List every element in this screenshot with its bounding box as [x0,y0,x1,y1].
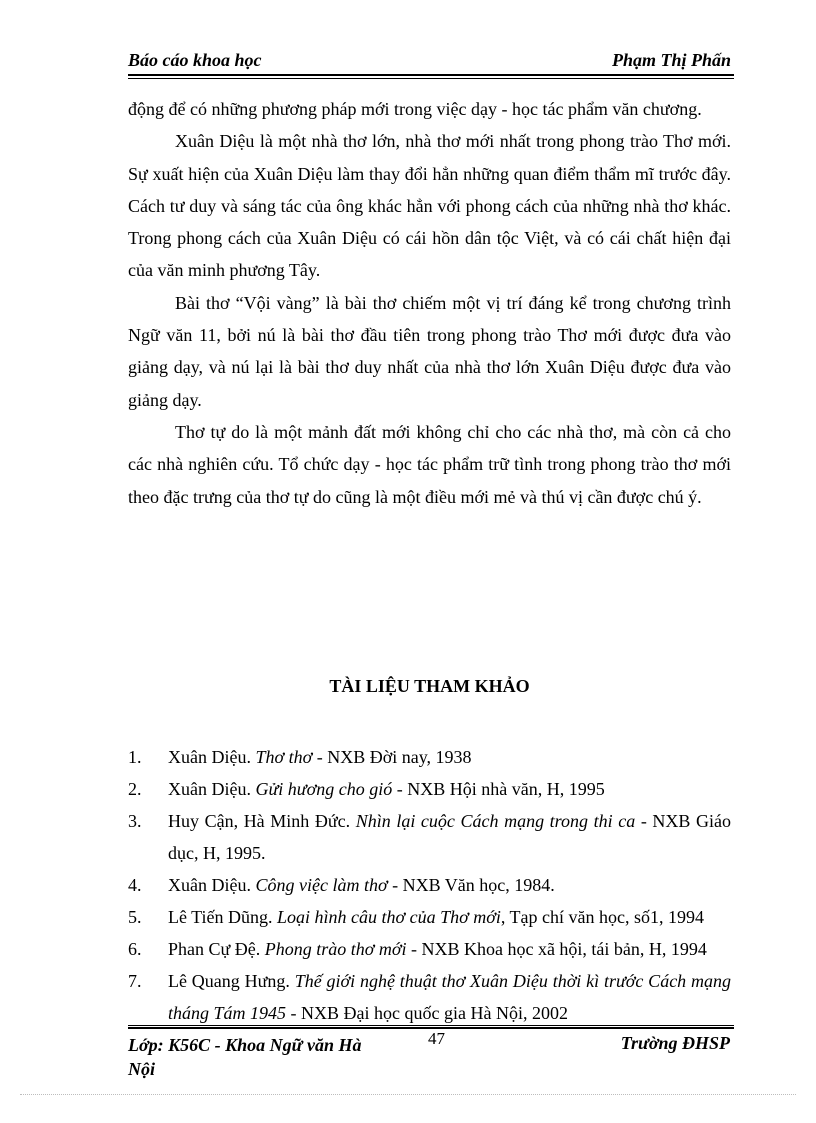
reference-item [128,901,731,933]
page-header [128,50,731,72]
reference-item [128,741,731,773]
footer-school-name: Trường ĐHSP [620,1033,730,1053]
reference-number: 6. [128,939,142,959]
reference-number: 4. [128,875,142,895]
header-author-name: Phạm Thị Phấn [611,50,731,70]
reference-author: Lê Quang Hưng. [168,971,295,991]
footer-rule-thin [128,1025,734,1026]
reference-title: Gửi hương cho gió [255,779,393,799]
reference-author: Xuân Diệu. [168,747,256,767]
reference-title: Thơ thơ [255,747,313,767]
reference-number: 1. [128,747,142,767]
reference-author: Xuân Diệu. [168,779,256,799]
header-rule [128,74,734,76]
reference-title: Nhìn lại cuộc Cách mạng trong thi ca [355,811,636,831]
paragraph: động để có những phương pháp mới trong việc dạy - học tác phẩm văn chương. [128,99,702,119]
body-text [128,93,731,513]
reference-publisher: , Tạp chí văn học, số1, 1994 [500,907,704,927]
reference-number: 5. [128,907,142,927]
reference-text [168,869,731,901]
reference-publisher: - NXB Đại học quốc gia Hà Nội, 2002 [286,1003,568,1023]
reference-author: Xuân Diệu. [168,875,256,895]
reference-item [128,869,731,901]
reference-text [168,805,731,869]
reference-item [128,933,731,965]
references-list [128,741,731,1029]
footer-class-info: Lớp: K56C - Khoa Ngữ văn Hà Nội [128,1035,362,1079]
reference-title: Công việc làm thơ [255,875,388,895]
page-edge-divider [20,1094,796,1095]
reference-number: 3. [128,811,142,831]
references-heading: TÀI LIỆU THAM KHẢO [329,676,530,696]
reference-title: Thế giới nghệ thuật thơ Xuân Diệu thời kì trước Cách mạng tháng Tám 1945 [168,971,732,1023]
reference-text [168,741,731,773]
reference-text [168,773,731,805]
reference-text [168,901,731,933]
reference-title: Phong trào thơ mới [264,939,407,959]
paragraph: Thơ tự do là một mảnh đất mới không chỉ cho các nhà thơ, mà còn cả cho các nhà nghiên cứu. Tổ chức dạy - học tác phẩm trữ tình trong phong trào thơ mới theo đặc trưng của thơ tự do cũng là một điều mới mẻ và thú vị cần được chú ý. [128,421,731,507]
reference-author: Phan Cự Đệ. [168,939,265,959]
reference-publisher: - NXB Khoa học xã hội, tái bản, H, 1994 [406,939,707,959]
reference-item [128,773,731,805]
reference-text [168,965,731,1029]
header-rule-thin [128,78,734,79]
page-number: 47 [428,1029,445,1048]
reference-title: Loại hình câu thơ của Thơ mới [277,907,501,927]
reference-author: Lê Tiến Dũng. [168,907,278,927]
reference-publisher: - NXB Đời nay, 1938 [312,747,472,767]
reference-text [168,933,731,965]
reference-publisher: - NXB Hội nhà văn, H, 1995 [392,779,605,799]
paragraph: Bài thơ “Vội vàng” là bài thơ chiếm một vị trí đáng kể trong chương trình Ngữ văn 11, bởi nú là bài thơ đầu tiên trong phong trào Thơ mới được đưa vào giảng dạy, và nú lại là bài thơ duy nhất của nhà thơ lớn Xuân Diệu được đưa vào giảng dạy. [128,292,731,410]
reference-item [128,805,731,869]
reference-number: 7. [128,971,142,991]
header-report-title: Báo cáo khoa học [128,50,262,70]
paragraph: Xuân Diệu là một nhà thơ lớn, nhà thơ mới nhất trong phong trào Thơ mới. Sự xuất hiện của Xuân Diệu làm thay đổi hẳn những quan điểm thẩm mĩ trước đây. Cách tư duy và sáng tác của ông khác hẳn với phong cách của những nhà thơ khác. Trong phong cách của Xuân Diệu có cái hồn dân tộc Việt, và có cái chất hiện đại của văn minh phương Tây. [128,131,731,281]
reference-publisher: - NXB Văn học, 1984. [387,875,555,895]
reference-number: 2. [128,779,142,799]
reference-item [128,965,731,1029]
reference-author: Huy Cận, Hà Minh Đức. [168,811,356,831]
reference-publisher: - NXB Giáo dục, H, 1995. [168,811,731,863]
